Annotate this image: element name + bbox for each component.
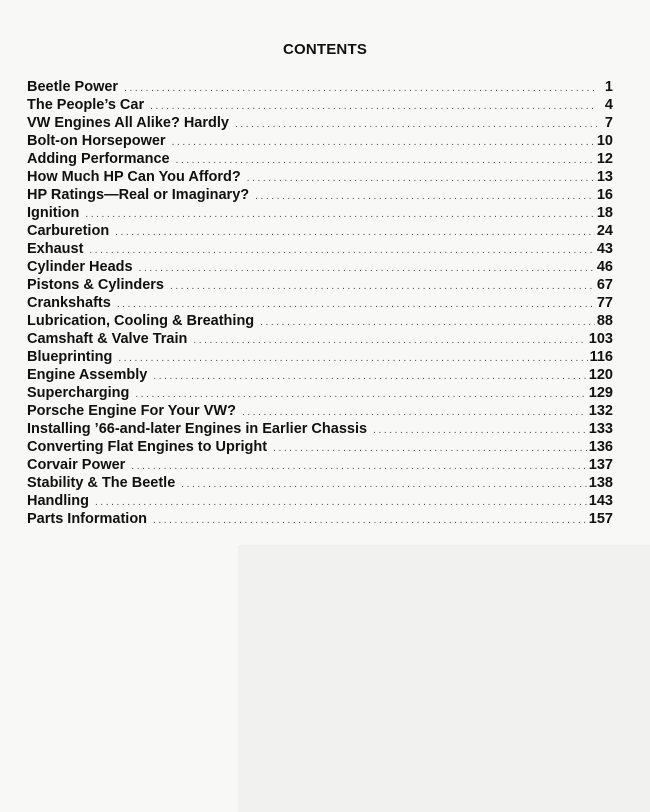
toc-entry (27, 403, 613, 421)
toc-entry-title: VW Engines All Alike? Hardly (27, 115, 229, 131)
toc-entry-page: 43 (596, 241, 613, 257)
toc-entry-title: HP Ratings—Real or Imaginary? (27, 187, 250, 203)
toc-entry-page: 1 (604, 79, 613, 95)
toc-entry (27, 241, 613, 259)
dot-leader (139, 263, 595, 274)
toc-entry (27, 133, 613, 151)
toc-entry (27, 79, 613, 97)
dot-leader (176, 155, 595, 166)
dot-leader (255, 191, 595, 202)
dot-leader (170, 281, 595, 292)
toc-entry-page: 137 (588, 457, 613, 473)
toc-entry-page: 129 (588, 385, 613, 401)
toc-entry-page: 136 (588, 439, 613, 455)
dot-leader (150, 101, 597, 112)
dot-leader (115, 227, 595, 238)
toc-entry-page: 103 (588, 331, 613, 347)
toc-entry (27, 151, 613, 169)
toc-entry-title: How Much HP Can You Afford? (27, 169, 241, 185)
toc-entry-page: 143 (588, 493, 613, 509)
toc-entry-page: 138 (588, 475, 613, 491)
toc-entry-title: Handling (27, 493, 90, 509)
toc-entry-page: 120 (588, 367, 613, 383)
toc-entry (27, 277, 613, 295)
toc-entry-page: 18 (596, 205, 613, 221)
toc-entry-page: 67 (596, 277, 613, 293)
toc-entry-title: Lubrication, Cooling & Breathing (27, 313, 255, 329)
toc-entry-title: Crankshafts (27, 295, 111, 311)
toc-entry-page: 132 (588, 403, 613, 419)
dot-leader (89, 245, 594, 256)
toc-entry-title: Converting Flat Engines to Upright (27, 439, 268, 455)
toc-entry-title: Camshaft & Valve Train (27, 331, 188, 347)
dot-leader (153, 371, 586, 382)
toc-entry (27, 259, 613, 277)
toc-entry (27, 439, 613, 457)
page-title: CONTENTS (282, 41, 368, 58)
toc-entry (27, 97, 613, 115)
toc-entry (27, 169, 613, 187)
toc-entry-title: Porsche Engine For Your VW? (27, 403, 236, 419)
dot-leader (273, 443, 587, 454)
toc-entry-title: Engine Assembly (27, 367, 148, 383)
toc-entry-title: Parts Information (27, 511, 148, 527)
toc-entry-title: Pistons & Cylinders (27, 277, 164, 293)
toc-entry (27, 331, 613, 349)
toc-entry-title: Ignition (27, 205, 80, 221)
toc-entry (27, 295, 613, 313)
toc-entry (27, 475, 613, 493)
toc-entry-page: 12 (596, 151, 613, 167)
toc-entry (27, 223, 613, 241)
dot-leader (373, 425, 587, 436)
toc-entry-page: 133 (588, 421, 613, 437)
toc-entry-title: Stability & The Beetle (27, 475, 176, 491)
toc-entry-title: Beetle Power (27, 79, 119, 95)
show-through-image (238, 545, 650, 812)
toc-entry-page: 157 (588, 511, 613, 527)
dot-leader (260, 317, 595, 328)
dot-leader (118, 353, 587, 364)
toc-entry-page: 7 (604, 115, 613, 131)
toc-entry-title: Bolt-on Horsepower (27, 133, 166, 149)
dot-leader (124, 83, 597, 94)
dot-leader (135, 389, 586, 400)
dot-leader (242, 407, 587, 418)
toc-entry-page: 46 (596, 259, 613, 275)
toc-entry-page: 116 (589, 349, 613, 365)
toc-entry-title: Carburetion (27, 223, 110, 239)
toc-entry-title: Exhaust (27, 241, 84, 257)
toc-entry-page: 10 (596, 133, 613, 149)
toc-entry (27, 493, 613, 511)
toc-entry-title: Corvair Power (27, 457, 126, 473)
table-of-contents (27, 79, 613, 529)
toc-entry-page: 13 (596, 169, 613, 185)
toc-entry (27, 367, 613, 385)
dot-leader (172, 137, 595, 148)
toc-entry-page: 77 (596, 295, 613, 311)
toc-entry (27, 457, 613, 475)
dot-leader (193, 335, 586, 346)
toc-entry (27, 205, 613, 223)
toc-entry-title: Cylinder Heads (27, 259, 133, 275)
toc-entry-page: 24 (596, 223, 613, 239)
toc-entry (27, 187, 613, 205)
dot-leader (85, 209, 595, 220)
toc-entry-title: Blueprinting (27, 349, 113, 365)
toc-entry-page: 16 (596, 187, 613, 203)
dot-leader (247, 173, 595, 184)
dot-leader (235, 119, 597, 130)
toc-entry (27, 385, 613, 403)
toc-entry (27, 313, 613, 331)
toc-entry-title: The People’s Car (27, 97, 145, 113)
toc-entry (27, 421, 613, 439)
dot-leader (153, 515, 587, 526)
toc-entry-page: 4 (604, 97, 613, 113)
toc-entry-page: 88 (596, 313, 613, 329)
dot-leader (117, 299, 595, 310)
dot-leader (131, 461, 586, 472)
toc-entry (27, 511, 613, 529)
toc-entry (27, 115, 613, 133)
dot-leader (95, 497, 587, 508)
dot-leader (181, 479, 587, 490)
toc-entry-title: Supercharging (27, 385, 130, 401)
toc-entry-title: Adding Performance (27, 151, 170, 167)
toc-entry-title: Installing ’66-and-later Engines in Earlier Chassis (27, 421, 368, 437)
toc-entry (27, 349, 613, 367)
